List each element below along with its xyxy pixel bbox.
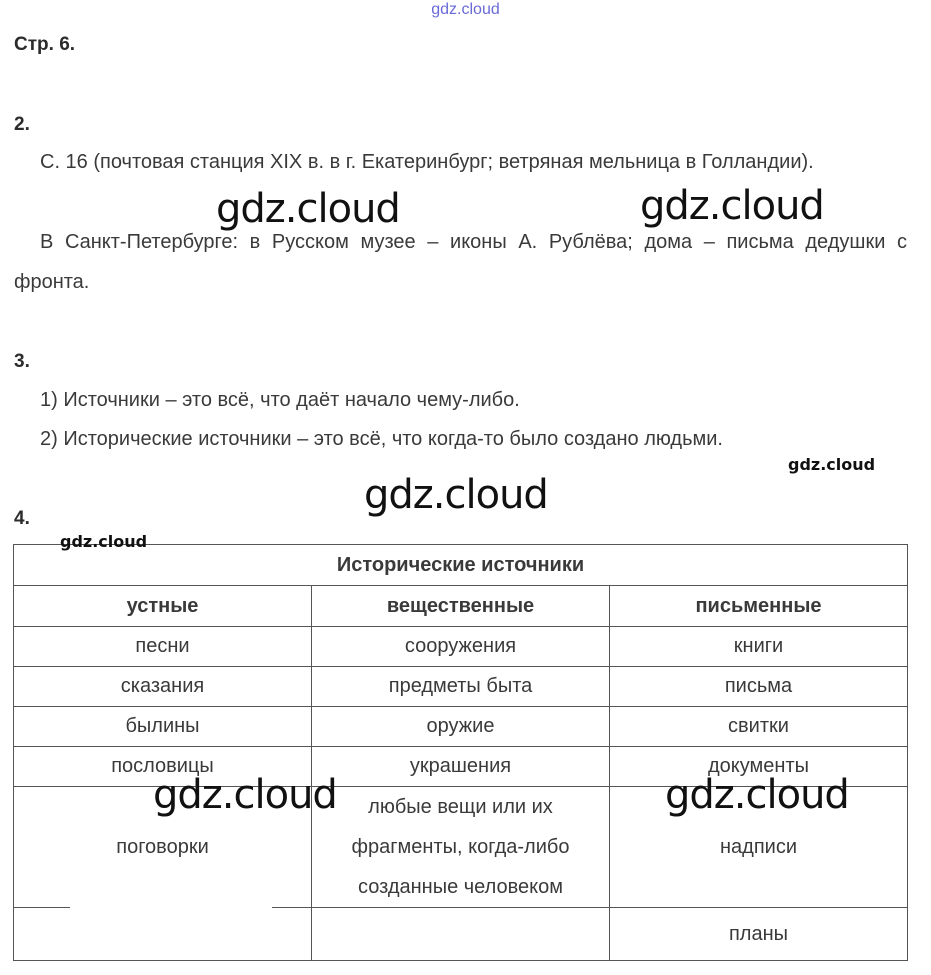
table-cell: сказания — [14, 667, 312, 707]
task-3-item-2: 2) Исторические источники – это всё, что когда-то было создано людьми. — [40, 428, 723, 450]
table-line-gap — [70, 904, 272, 910]
table-cell: любые вещи или их фрагменты, когда-либо созданные человеком — [312, 787, 610, 908]
table-cell — [14, 908, 312, 961]
watermark: gdz.cloud — [216, 186, 400, 232]
watermark-small: gdz.cloud — [60, 532, 148, 551]
task-2-number: 2. — [14, 114, 30, 135]
table-cell: письма — [610, 667, 908, 707]
table-cell: пословицы — [14, 747, 312, 787]
table-cell: свитки — [610, 707, 908, 747]
task-3-number: 3. — [14, 351, 30, 372]
watermark: gdz.cloud — [640, 183, 824, 229]
table-header-row — [14, 586, 908, 627]
table-row — [14, 707, 908, 747]
watermark: gdz.cloud — [665, 772, 849, 818]
table-cell — [312, 908, 610, 961]
column-header-written: письменные — [610, 586, 908, 627]
historical-sources-table — [13, 544, 908, 961]
watermark: gdz.cloud — [153, 772, 337, 818]
table-cell: документы — [610, 747, 908, 787]
watermark-top: gdz.cloud — [431, 1, 500, 18]
table-title: Исторические источники — [14, 545, 908, 586]
table-cell: планы — [610, 908, 908, 961]
task-2-paragraph-2: В Санкт-Петербурге: в Русском музее – иконы А. Рублёва; дома – письма дедушки с фронта. — [14, 231, 907, 293]
table-cell: поговорки — [14, 787, 312, 908]
table-row — [14, 627, 908, 667]
table-cell: надписи — [610, 787, 908, 908]
table-cell: сооружения — [312, 627, 610, 667]
column-header-oral: устные — [14, 586, 312, 627]
task-3-item-1: 1) Источники – это всё, что даёт начало чему-либо. — [40, 389, 520, 411]
table-cell: книги — [610, 627, 908, 667]
table-cell: оружие — [312, 707, 610, 747]
column-header-material: вещественные — [312, 586, 610, 627]
table-cell: песни — [14, 627, 312, 667]
page-title: Стр. 6. — [14, 34, 76, 55]
watermark-small: gdz.cloud — [788, 455, 876, 474]
task-4-number: 4. — [14, 508, 30, 529]
table-row — [14, 908, 908, 961]
table-cell: былины — [14, 707, 312, 747]
table-cell: предметы быта — [312, 667, 610, 707]
task-2-paragraph-1: С. 16 (почтовая станция XIX в. в г. Екатеринбург; ветряная мельница в Голландии). — [40, 151, 814, 173]
watermark: gdz.cloud — [364, 472, 548, 518]
table-cell: украшения — [312, 747, 610, 787]
table-row — [14, 667, 908, 707]
